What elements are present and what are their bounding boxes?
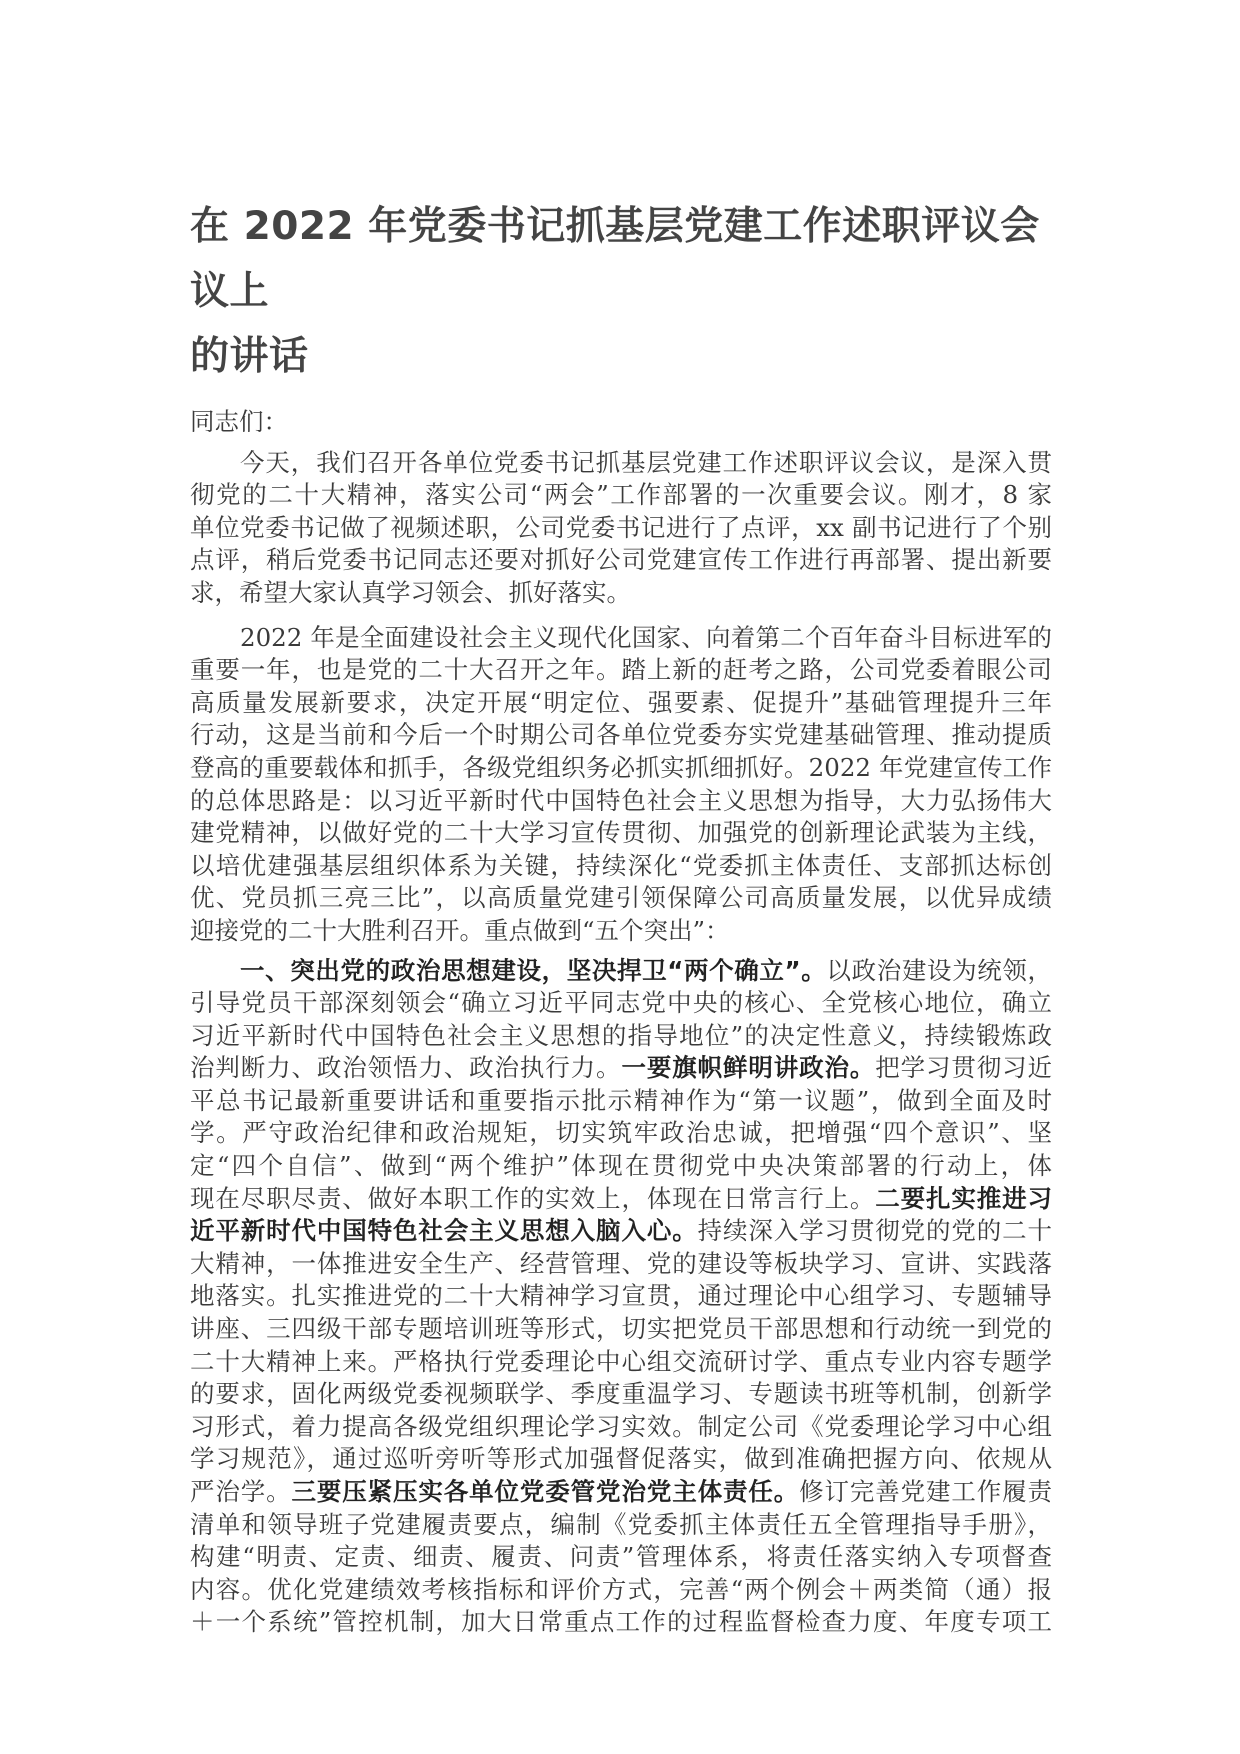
body-text: 构建“明责、定责、细责、履责、问责”管理体系，将责任落实纳入专项督查 <box>190 1542 1052 1572</box>
body-text: 学。严守政治纪律和政治规矩，切实筑牢政治忠诚，把增强“四个意识”、坚 <box>190 1118 1052 1148</box>
text-line <box>190 850 1052 883</box>
text-line <box>190 1574 1052 1607</box>
document-title <box>190 194 1052 389</box>
text-line <box>190 882 1052 915</box>
body-text: 二十大精神上来。严格执行党委理论中心组交流研讨学、重点专业内容专题学 <box>190 1346 1052 1376</box>
body-text: 单位党委书记做了视频述职，公司党委书记进行了点评，xx 副书记进行了个别 <box>190 512 1052 542</box>
paragraph <box>190 622 1052 948</box>
text-line <box>190 987 1052 1020</box>
text-line <box>190 1411 1052 1444</box>
document-page <box>190 194 1052 1639</box>
text-line <box>190 687 1052 720</box>
body-text: 点评，稍后党委书记同志还要对抓好公司党建宣传工作进行再部署、提出新要 <box>190 545 1052 575</box>
body-text: 迎接党的二十大胜利召开。重点做到“五个突出”： <box>190 915 730 945</box>
bold-heading-text: 一要旗帜鲜明讲政治。 <box>621 1053 876 1083</box>
text-line <box>190 1378 1052 1411</box>
salutation: 同志们： <box>190 407 288 436</box>
body-text: 修订完善党建工作履责 <box>799 1477 1052 1506</box>
body-text: 地落实。扎实推进党的二十大精神学习宣贯，通过理论中心组学习、专题辅导 <box>190 1281 1052 1311</box>
body-text: 登高的重要载体和抓手，各级党组织务必抓实抓细抓好。2022 年党建宣传工作 <box>190 752 1052 782</box>
text-line <box>190 1443 1052 1476</box>
body-text: 持续深入学习贯彻党的党的二十 <box>697 1216 1052 1246</box>
text-line <box>190 1085 1052 1118</box>
body-text: 优、党员抓三亮三比”，以高质量党建引领保障公司高质量发展，以优异成绩 <box>190 883 1052 913</box>
body-text: 建党精神，以做好党的二十大学习宣传贯彻、加强党的创新理论武装为主线， <box>190 818 1052 848</box>
bold-heading-text: 三要压紧压实各单位党委管党治党主体责任。 <box>291 1477 800 1506</box>
text-line <box>190 817 1052 850</box>
body-text: 大精神，一体推进安全生产、经营管理、党的建设等板块学习、宣讲、实践落 <box>190 1248 1052 1278</box>
paragraph <box>190 955 1052 1639</box>
text-line <box>190 622 1052 655</box>
text-line <box>190 1052 1052 1085</box>
body-text: 清单和领导班子党建履责要点，编制《党委抓主体责任五全管理指导手册》， <box>190 1509 1052 1539</box>
body-text: 治判断力、政治领悟力、政治执行力。 <box>190 1053 622 1083</box>
bold-heading-text: 一、突出党的政治思想建设，坚决捍卫“两个确立”。 <box>240 955 827 985</box>
body-text: 现在尽职尽责、做好本职工作的实效上，体现在日常言行上。 <box>190 1183 876 1213</box>
body-text: 学习规范》，通过巡听旁听等形式加强督促落实，做到准确把握方向、依规从 <box>190 1444 1052 1474</box>
text-line <box>190 1509 1052 1542</box>
text-line <box>190 512 1052 545</box>
text-line <box>190 577 1052 610</box>
text-line <box>190 719 1052 752</box>
body-text: 的总体思路是：以习近平新时代中国特色社会主义思想为指导，大力弘扬伟大 <box>190 785 1052 815</box>
body-text: 重要一年，也是党的二十大召开之年。踏上新的赶考之路，公司党委着眼公司 <box>190 655 1052 685</box>
body-text: 讲座、三四级干部专题培训班等形式，切实把党员干部思想和行动统一到党的 <box>190 1314 1052 1344</box>
text-line <box>190 544 1052 577</box>
body-text: 严治学。 <box>190 1477 292 1506</box>
body-text: 以培优建强基层组织体系为关键，持续深化“党委抓主体责任、支部抓达标创 <box>190 850 1052 880</box>
body-text: 定“四个自信”、做到“两个维护”体现在贯彻党中央决策部署的行动上，体 <box>190 1151 1052 1181</box>
paragraph <box>190 447 1052 610</box>
text-line <box>190 955 1052 988</box>
body-text: 行动，这是当前和今后一个时期公司各单位党委夯实党建基础管理、推动提质 <box>190 720 1052 750</box>
text-line <box>190 1215 1052 1248</box>
text-line <box>190 752 1052 785</box>
document-body <box>190 447 1052 1639</box>
text-line <box>190 1117 1052 1150</box>
text-line <box>190 1476 1052 1509</box>
body-text: 高质量发展新要求，决定开展“明定位、强要素、促提升”基础管理提升三年 <box>190 687 1052 717</box>
text-line <box>190 785 1052 818</box>
body-text: 习形式，着力提高各级党组织理论学习实效。制定公司《党委理论学习中心组 <box>190 1411 1052 1441</box>
text-line <box>190 915 1052 948</box>
text-line <box>190 1313 1052 1346</box>
body-text: 把学习贯彻习近 <box>875 1053 1052 1083</box>
body-text: 习近平新时代中国特色社会主义思想的指导地位”的决定性意义，持续锻炼政 <box>190 1020 1052 1050</box>
body-text: 2022 年是全面建设社会主义现代化国家、向着第二个百年奋斗目标进军的 <box>240 622 1052 652</box>
text-line <box>190 447 1052 480</box>
title-line: 在 2022 年党委书记抓基层党建工作述职评议会议上 <box>190 204 1040 314</box>
body-text: 彻党的二十大精神，落实公司“两会”工作部署的一次重要会议。刚才，8 家 <box>190 480 1052 510</box>
bold-heading-text: 二要扎实推进习 <box>875 1183 1052 1213</box>
body-text: 内容。优化党建绩效考核指标和评价方式，完善“两个例会＋两类简（通）报 <box>190 1574 1052 1604</box>
text-line <box>190 1248 1052 1281</box>
bold-heading-text: 近平新时代中国特色社会主义思想入脑入心。 <box>190 1216 698 1246</box>
body-text: 引导党员干部深刻领会“确立习近平同志党中央的核心、全党核心地位，确立 <box>190 988 1052 1018</box>
body-text: 以政治建设为统领， <box>826 955 1052 985</box>
title-line: 的讲话 <box>190 334 309 379</box>
body-text: 今天，我们召开各单位党委书记抓基层党建工作述职评议会议，是深入贯 <box>240 447 1052 477</box>
body-text: 求，希望大家认真学习领会、抓好落实。 <box>190 577 631 607</box>
text-line <box>190 1346 1052 1379</box>
text-line <box>190 1150 1052 1183</box>
body-text: 的要求，固化两级党委视频联学、季度重温学习、专题读书班等机制，创新学 <box>190 1379 1052 1409</box>
text-line <box>190 1541 1052 1574</box>
body-text: ＋一个系统”管控机制，加大日常重点工作的过程监督检查力度、年度专项工 <box>190 1607 1052 1637</box>
text-line <box>190 1183 1052 1216</box>
text-line <box>190 1280 1052 1313</box>
text-line <box>190 1606 1052 1639</box>
text-line <box>190 479 1052 512</box>
body-text: 平总书记最新重要讲话和重要指示批示精神作为“第一议题”，做到全面及时 <box>190 1085 1052 1115</box>
text-line <box>190 654 1052 687</box>
text-line <box>190 1020 1052 1053</box>
